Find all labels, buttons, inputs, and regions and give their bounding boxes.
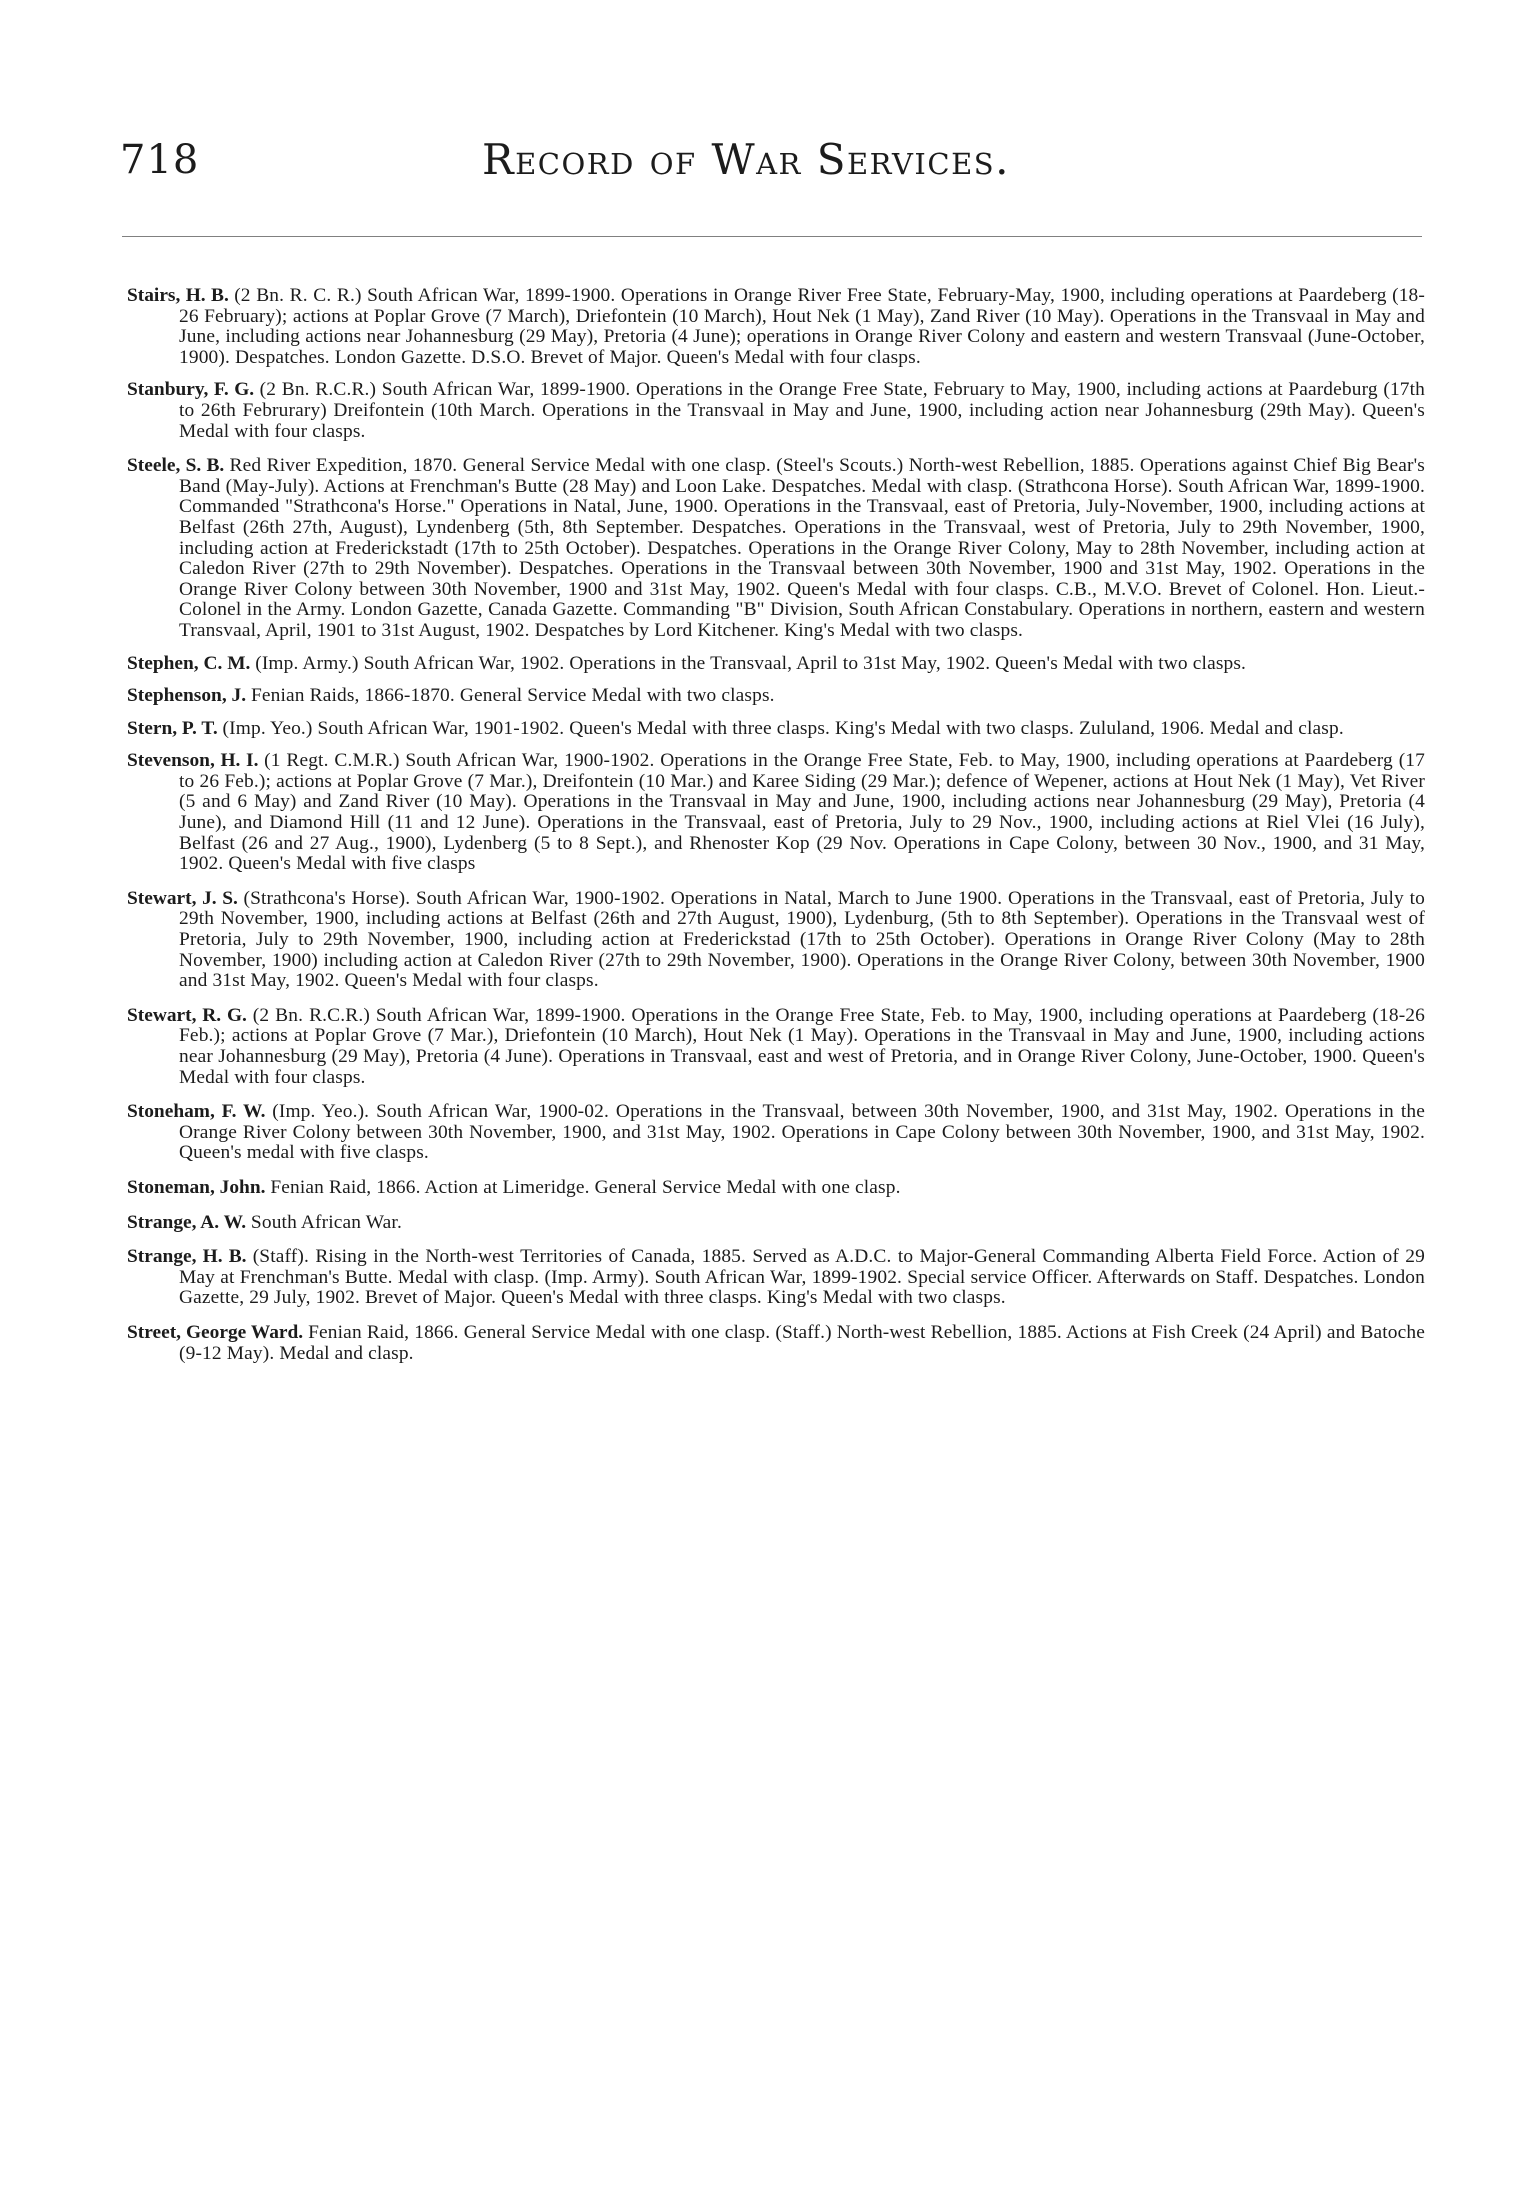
entry-text: (1 Regt. C.M.R.) South African War, 1900-1902. Operations in the Orange Free State, Feb. to May, 1900, including operations at Paardeberg (17 to 26 Feb.); actions at Poplar Grove (7 Mar.), Dreifontein (10 Mar.) and Karee Siding (29 Mar.); defence of Wepener, actions at Hout Nek (1 May), Vet River (5 and 6 May) and Zand River (10 May). Operations in the Transvaal in May and June, 1900, including actions near Johannesburg (29 May), Pretoria (4 June), and Diamond Hill (11 and 12 June). Operations in the Transvaal, east of Pretoria, July to 29 Nov., 1900, including actions at Riel Vlei (16 July), Belfast (26 and 27 Aug., 1900), Lydenberg (5 to 8 Sept.), and Rhenoster Kop (29 Nov. Operations in Cape Colony, between 30 Nov., 1900, and 31 May, 1902. Queen's Medal with five clasps <box>179 750 1426 875</box>
entry-stoneham-fw <box>127 1102 1425 1164</box>
entry-strange-hb <box>127 1247 1425 1309</box>
entry-stern-pt <box>127 719 1425 740</box>
entry-stephenson-j <box>127 686 1425 707</box>
war-service-entries <box>127 286 1425 1364</box>
header-divider <box>122 236 1422 237</box>
entry-text: (Staff). Rising in the North-west Territories of Canada, 1885. Served as A.D.C. to Major-General Commanding Alberta Field Force. Action of 29 May at Frenchman's Butte. Medal with clasp. (Imp. Army). South African War, 1899-1902. Special service Officer. Afterwards on Staff. Despatches. London Gazette, 29 July, 1902. Brevet of Major. Queen's Medal with three clasps. King's Medal with two clasps. <box>179 1246 1425 1309</box>
running-title: Record of War Services. <box>482 135 1010 184</box>
entry-strange-aw <box>127 1213 1425 1234</box>
entry-name: Stoneman, John. <box>127 1176 266 1198</box>
entry-stewart-rg <box>127 1006 1425 1088</box>
entry-name: Stephenson, J. <box>127 685 247 707</box>
entry-name: Street, George Ward. <box>127 1321 304 1343</box>
entry-text: Fenian Raids, 1866-1870. General Service Medal with two clasps. <box>250 685 775 707</box>
entry-stephen-cm <box>127 654 1425 675</box>
entry-text: (Imp. Yeo.) South African War, 1901-1902. Queen's Medal with three clasps. King's Medal with two clasps. Zululand, 1906. Medal and clasp. <box>222 717 1344 739</box>
entry-name: Stephen, C. M. <box>127 652 251 674</box>
entry-text: (Imp. Yeo.). South African War, 1900-02. Operations in the Transvaal, between 30th November, 1900, and 31st May, 1902. Operations in the Orange River Colony between 30th November, 1900, and 31st May, 1902. Operations in Cape Colony between 30th November, 1900, and 31st May, 1902. Queen's medal with five clasps. <box>179 1101 1425 1164</box>
entry-stairs-hb <box>127 286 1425 368</box>
entry-text: Fenian Raid, 1866. Action at Limeridge. General Service Medal with one clasp. <box>270 1176 901 1198</box>
entry-street-george-ward <box>127 1323 1425 1364</box>
entry-name: Stoneham, F. W. <box>127 1101 266 1123</box>
entry-name: Strange, H. B. <box>127 1246 247 1268</box>
entry-text: (Imp. Army.) South African War, 1902. Operations in the Transvaal, April to 31st May, 1902. Queen's Medal with two clasps. <box>255 652 1247 674</box>
entry-text: (2 Bn. R.C.R.) South African War, 1899-1900. Operations in the Orange Free State, February to May, 1900, including actions at Paardeburg (17th to 26th Februrary) Dreifontein (10th March. Operations in the Transvaal in May and June, 1900, including action near Johannesburg (29th May). Queen's Medal with four clasps. <box>179 379 1426 442</box>
entry-name: Stevenson, H. I. <box>127 750 259 772</box>
entry-steele-sb <box>127 456 1425 641</box>
entry-text: South African War. <box>250 1211 402 1233</box>
entry-text: (2 Bn. R. C. R.) South African War, 1899-1900. Operations in Orange River Free State, February-May, 1900, including operations at Paardeberg (18-26 February); actions at Poplar Grove (7 March), Driefontein (10 March), Hout Nek (1 May), Zand River (10 May). Operations in the Transvaal in May and June, including actions near Johannesburg (29 May), Pretoria (4 June); operations in Orange River Colony and eastern and western Transvaal (June-October, 1900). Despatches. London Gazette. D.S.O. Brevet of Major. Queen's Medal with four clasps. <box>179 285 1425 368</box>
entry-name: Stewart, R. G. <box>127 1004 247 1026</box>
entry-text: (2 Bn. R.C.R.) South African War, 1899-1900. Operations in the Orange Free State, Feb. to May, 1900, including operations at Paardeberg (18-26 Feb.); actions at Poplar Grove (7 Mar.), Driefontein (10 March), Hout Nek (1 May). Operations in the Transvaal in May and June, 1900, including actions near Johannesburg (29 May), Pretoria (4 June). Operations in Transvaal, east and west of Pretoria, and in Orange River Colony, June-October, 1900. Queen's Medal with four clasps. <box>179 1004 1425 1088</box>
entry-name: Stern, P. T. <box>127 717 218 739</box>
entry-name: Steele, S. B. <box>127 455 225 477</box>
entry-name: Stanbury, F. G. <box>127 379 255 401</box>
entry-text: Red River Expedition, 1870. General Service Medal with one clasp. (Steel's Scouts.) North-west Rebellion, 1885. Operations against Chief Big Bear's Band (May-July). Actions at Frenchman's Butte (28 May) and Loon Lake. Despatches. Medal with clasp. (Strathcona Horse). South African War, 1899-1900. Commanded "Strathcona's Horse." Operations in Natal, June, 1900. Operations in the Transvaal, east of Pretoria, July-November, 1900, including actions at Belfast (26th 27th, August), Lyndenberg (5th, 8th September. Despatches. Operations in the Transvaal, west of Pretoria, July to 29th November, 1900, including action at Frederickstadt (17th to 25th October). Despatches. Operations in the Orange River Colony, May to 28th November, including action at Caledon River (27th to 29th November). Despatches. Operations in the Transvaal between 30th November, 1900 and 31st May, 1902. Operations in the Orange River Colony between 30th November, 1900 and 31st May, 1902. Queen's Medal with four clasps. C.B., M.V.O. Brevet of Colonel. Hon. Lieut.-Colonel in the Army. London Gazette, Canada Gazette. Commanding "B" Division, South African Constabulary. Operations in northern, eastern and western Transvaal, April, 1901 to 31st August, 1902. Despatches by Lord Kitchener. King's Medal with two clasps. <box>179 455 1425 641</box>
entry-name: Stewart, J. S. <box>127 887 238 909</box>
entry-stoneman-john <box>127 1178 1425 1199</box>
entry-text: Fenian Raid, 1866. General Service Medal with one clasp. (Staff.) North-west Rebellion, 1885. Actions at Fish Creek (24 April) and Batoche (9-12 May). Medal and clasp. <box>179 1321 1425 1364</box>
page-header <box>120 135 1420 195</box>
entry-stevenson-hi <box>127 751 1425 875</box>
entry-text: (Strathcona's Horse). South African War, 1900-1902. Operations in Natal, March to June 1900. Operations in the Transvaal, east of Pretoria, July to 29th November, 1900, including actions at Belfast (26th and 27th August, 1900), Lydenburg, (5th to 8th September). Operations in the Transvaal west of Pretoria, July to 29th November, 1900, including action at Frederickstad (17th to 25th October). Operations in Orange River Colony (May to 28th November, 1900) including action at Caledon River (27th to 29th November, 1900). Operations in the Orange River Colony, between 30th November, 1900 and 31st May, 1902. Queen's Medal with four clasps. <box>179 887 1426 992</box>
entry-stanbury-fg <box>127 380 1425 442</box>
entry-name: Strange, A. W. <box>127 1211 247 1233</box>
page-number: 718 <box>120 137 200 183</box>
entry-name: Stairs, H. B. <box>127 285 229 306</box>
entry-stewart-js <box>127 889 1425 992</box>
